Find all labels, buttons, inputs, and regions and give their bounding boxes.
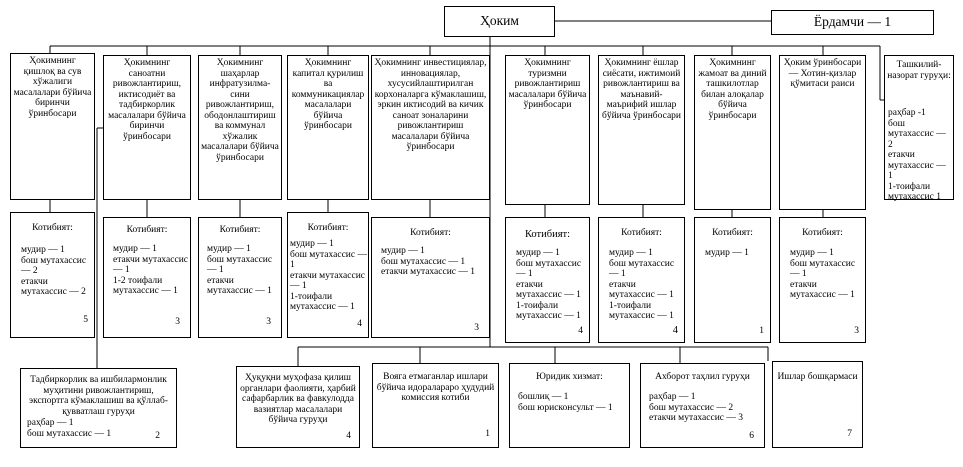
affairs-department-title: Ишлар бошқармаси <box>777 372 858 382</box>
secretariat-count: 3 <box>854 326 859 336</box>
enterprise-group-title: Тадбиркорлик ва ишбилармонлик муҳитини ривожлантириш, экспортга кўмаклашиш ва қўллаб-қувватлаш гуруҳи <box>29 375 168 417</box>
secretariat-box-5 <box>371 217 490 338</box>
secretariat-staff: мудир — 1 етакчи мутахассис — 1 1-2 тоифали мутахассис — 1 <box>113 244 189 296</box>
analytics-group-title: Ахборот таҳлил гуруҳи <box>655 372 750 382</box>
assistant-box <box>771 10 934 35</box>
secretariat-staff: мудир — 1 бош мутахассис — 1 етакчи мутахассис — 1 <box>381 246 476 277</box>
secretariat-box-1 <box>10 212 95 338</box>
deputy-box-5 <box>371 55 490 200</box>
inspection-title: Ташкилий-назорат гуруҳи: <box>887 60 951 81</box>
deputy-box-4 <box>287 55 369 200</box>
enterprise-group-count: 2 <box>155 431 160 441</box>
affairs-department-count: 7 <box>847 429 852 439</box>
secretariat-label: Котибият: <box>524 229 571 240</box>
analytics-group-staff: раҳбар — 1 бош мутахассис — 2 етакчи мутахассис — 3 <box>649 392 744 423</box>
secretariat-label: Котибият: <box>126 225 168 235</box>
juvenile-commission-count: 1 <box>485 429 490 439</box>
secretariat-box-3 <box>198 217 282 338</box>
secretariat-count: 3 <box>474 323 479 333</box>
secretariat-count: 1 <box>759 326 764 336</box>
secretariat-staff: мудир — 1 <box>705 248 749 258</box>
secretariat-label: Котибият: <box>307 223 349 233</box>
deputy-title: Ҳокимнинг саноатни ривожлантириш, иктисодиёт ва тадбиркорлик масалалари бўйича биринчи ўринбосари <box>108 58 186 142</box>
head-box <box>444 6 555 37</box>
assistant-title: Ёрдамчи — 1 <box>813 14 892 29</box>
secretariat-box-8 <box>694 217 771 343</box>
secretariat-staff: мудир — 1 бош мутахассис — 1 етакчи мутахассис — 1 1-тоифали мутахассис — 1 <box>516 248 582 321</box>
head-title: Ҳоким <box>480 13 519 28</box>
secretariat-staff: мудир — 1 бош мутахассис — 1 етакчи мутахассис — 1 <box>790 248 856 300</box>
legal-service-box <box>509 363 630 448</box>
deputy-title: Ҳоким ўринбосари — Хотин-қизлар қўмитаси раиси <box>783 58 862 89</box>
law-enforcement-group-box <box>236 366 360 448</box>
secretariat-staff: мудир — 1 бош мутахассис — 1 етакчи мутахассис — 1 1-тоифали мутахассис — 1 <box>609 248 675 321</box>
secretariat-staff: мудир — 1 бош мутахассис — 2 етакчи мутахассис — 2 <box>21 245 87 297</box>
deputy-box-6 <box>505 55 590 205</box>
secretariat-count: 4 <box>357 319 362 329</box>
secretariat-count: 3 <box>266 317 271 327</box>
deputy-box-9 <box>779 55 866 210</box>
secretariat-count: 4 <box>672 325 678 336</box>
law-enforcement-group-title: Ҳуқуқни муҳофаза қилиш органлари фаолияти, ҳарбий сафарбарлик ва фавкулодда вазиятлар масалалари бўйича гуруҳи <box>240 373 356 425</box>
secretariat-label: Котибият: <box>32 223 73 233</box>
deputy-title: Ҳокимнинг инвестициялар, инновациялар, хусусийлаштирилган корхоналарга кўмаклашиш, эркин иктисодий ва кичик саноат зоналарини ривожлантириш масалалари бўйича ўринбосари <box>374 58 487 152</box>
secretariat-label: Котибият: <box>410 228 451 238</box>
law-enforcement-group-count: 4 <box>346 431 351 441</box>
legal-service-staff: бошлиқ — 1 бош юрисконсульт — 1 <box>518 392 613 413</box>
deputy-title: Ҳокимнинг туризмни ривожлантириш масалалари бўйича ўринбосари <box>508 58 587 110</box>
secretariat-count: 4 <box>578 326 583 336</box>
secretariat-label: Котибият: <box>802 228 843 238</box>
secretariat-box-7 <box>598 217 685 343</box>
deputy-box-3 <box>198 55 282 200</box>
affairs-department-box <box>772 361 863 448</box>
deputy-title: Ҳокимнинг жамоат ва диний ташкилотлар билан алоқалар бўйича ўринбосари <box>698 58 767 121</box>
deputy-box-8 <box>694 55 771 210</box>
secretariat-box-2 <box>103 217 191 338</box>
inspection-group-box <box>884 55 954 200</box>
analytics-group-box <box>640 363 765 448</box>
enterprise-group-staff: раҳбар — 1 бош мутахассис — 1 <box>27 418 112 439</box>
deputy-box-2 <box>103 55 191 200</box>
secretariat-count: 3 <box>175 317 180 327</box>
deputy-box-1 <box>10 53 95 200</box>
secretariat-staff: мудир — 1 бош мутахассис — 1 етакчи мутахассис — 1 1-тоифали мутахассис — 1 <box>290 239 367 312</box>
secretariat-count: 5 <box>83 315 88 325</box>
secretariat-label: Котибият: <box>621 228 662 238</box>
deputy-title: Ҳокимнинг ёшлар сиёсати, ижтимоий ривожлантириш ва маънавий-маърифий ишлар бўйича ўринбосари <box>602 58 681 121</box>
deputy-title: Ҳокимнинг капитал қурилиш ва коммуникациялар масалалари бўйича ўринбосари <box>291 58 365 131</box>
secretariat-label: Котибият: <box>712 228 753 238</box>
analytics-group-count: 6 <box>749 431 754 441</box>
secretariat-box-4 <box>287 212 369 338</box>
secretariat-label: Котибият: <box>219 225 261 235</box>
secretariat-staff: мудир — 1 бош мутахассис — 1 етакчи мутахассис — 1 <box>207 244 273 296</box>
deputy-title: Ҳокимнинг қишлоқ ва сув хўжалиги масалалари бўйича биринчи ўринбосари <box>13 56 92 119</box>
secretariat-box-9 <box>779 217 866 343</box>
legal-service-title: Юридик хизмат: <box>536 372 603 382</box>
deputy-title: Ҳокимнинг шаҳарлар инфратузилма-сини ривожлантириш, ободонлаштириш ва коммунал хўжалик масалалари бўйича ўринбосари <box>201 58 279 163</box>
secretariat-box-6 <box>505 217 590 343</box>
juvenile-commission-box <box>372 363 499 448</box>
juvenile-commission-title: Вояга етмаганлар ишлари бўйича идоралараро ҳудудий комиссия котиби <box>376 372 495 403</box>
enterprise-group-box <box>20 368 177 448</box>
inspection-staff: раҳбар -1 бош мутахассис — 2 етакчи мутахассис — 1 1-тоифали мутахассис 1 <box>888 108 946 202</box>
deputy-box-7 <box>598 55 685 205</box>
